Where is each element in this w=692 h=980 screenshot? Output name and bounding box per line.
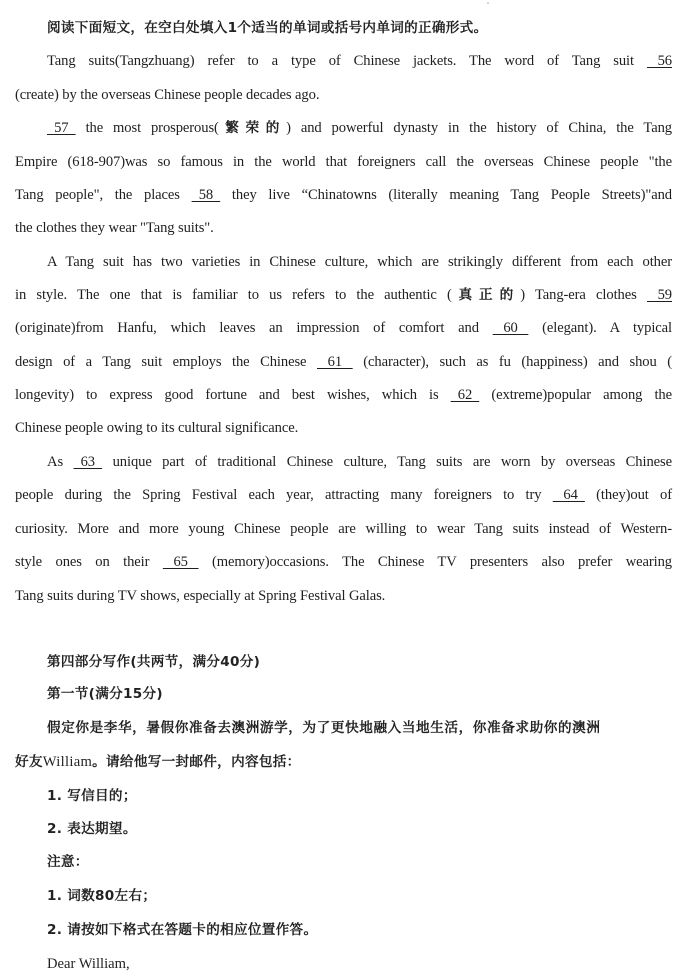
passage-p2-line1 — [47, 118, 672, 138]
requirement-1: 1. 写信目的； — [47, 788, 137, 804]
text: the most prosperous( — [85, 120, 219, 136]
text: (elegant). A typical — [542, 320, 672, 336]
text: in style. The one that is familiar to us refers to the authentic ( — [15, 287, 452, 303]
blank-62[interactable]: 62 — [450, 387, 480, 403]
blank-63[interactable]: 63 — [73, 454, 103, 470]
text: unique part of traditional Chinese culture, Tang suits are worn by overseas Chinese — [112, 454, 672, 470]
passage-p3-line1: A Tang suit has two varieties in Chinese culture, which are strikingly different from each other — [47, 254, 672, 270]
writing-prompt-line1: 假定你是李华，暑假你准备去澳洲游学，为了更快地融入当地生活，你准备求助你的澳洲 — [47, 720, 601, 736]
passage-p2-line4: the clothes they wear "Tang suits". — [15, 220, 214, 236]
passage-p4-line2 — [15, 485, 672, 505]
text: style ones on their — [15, 554, 150, 570]
text: they live “Chinatowns (literally meaning Tang People Streets)"and — [231, 187, 672, 203]
passage-p3-line6: Chinese people owing to its cultural significance. — [15, 420, 299, 436]
text: (memory)occasions. The Chinese TV presenters also prefer wearing — [211, 554, 672, 570]
blank-61[interactable]: 61 — [316, 354, 353, 370]
text: ) Tang-era clothes — [520, 287, 637, 303]
passage-p3-line4 — [15, 352, 672, 372]
writing-prompt-line2 — [15, 752, 301, 772]
note-2: 2. 请按如下格式在答题卡的相应位置作答。 — [47, 922, 318, 938]
blank-64[interactable]: 64 — [552, 487, 585, 503]
note-1: 1. 词数80左右； — [47, 888, 157, 904]
passage-p4-line4 — [15, 552, 672, 572]
text: 。请给他写一封邮件，内容包括： — [92, 754, 301, 770]
text: ) and powerful dynasty in the history of China, the Tang — [286, 120, 672, 136]
passage-p4-line1 — [47, 452, 672, 472]
text: As — [47, 454, 64, 470]
gloss-zhenzheng: 真正的 — [451, 287, 521, 303]
gloss-fanrong: 繁荣的 — [218, 120, 287, 136]
passage-p2-line2: Empire (618-907)was so famous in the world that foreigners call the overseas Chinese people "the — [15, 154, 672, 170]
passage-p4-line5: Tang suits during TV shows, especially at Spring Festival Galas. — [15, 588, 386, 604]
text: design of a Tang suit employs the Chinese — [15, 354, 307, 370]
letter-salutation: Dear William, — [47, 956, 130, 972]
text: Tang people", the places — [15, 187, 180, 203]
scan-artifact — [487, 2, 489, 4]
passage-p3-line2 — [15, 285, 672, 305]
blank-65[interactable]: 65 — [162, 554, 199, 570]
text: 好友 — [15, 754, 43, 770]
passage-p2-line3 — [15, 185, 672, 205]
note-label: 注意： — [47, 854, 89, 870]
text: (they)out of — [596, 487, 672, 503]
text: longevity) to express good fortune and best wishes, which is — [15, 387, 439, 403]
text: William — [42, 754, 93, 770]
text: (extreme)popular among the — [491, 387, 672, 403]
passage-p1-line1 — [47, 51, 672, 71]
blank-57[interactable]: 57 — [47, 120, 76, 136]
passage-p3-line5 — [15, 385, 672, 405]
passage-p1-line2: (create) by the overseas Chinese people decades ago. — [15, 87, 320, 103]
blank-59[interactable]: 59 — [646, 287, 672, 303]
writing-section-title: 第一节(满分15分) — [47, 686, 163, 702]
text: (originate)from Hanfu, which leaves an impression of comfort and — [15, 320, 479, 336]
writing-part-title: 第四部分写作(共两节，满分40分) — [47, 654, 261, 670]
passage-p4-line3: curiosity. More and more young Chinese people are willing to wear Tang suits instead of Western- — [15, 521, 672, 537]
blank-56[interactable]: 56 — [646, 53, 672, 69]
blank-60[interactable]: 60 — [492, 320, 529, 336]
requirement-2: 2. 表达期望。 — [47, 821, 137, 837]
text: Tang suits(Tangzhuang) refer to a type of Chinese jackets. The word of Tang suit — [47, 53, 634, 69]
text: people during the Spring Festival each year, attracting many foreigners to try — [15, 487, 542, 503]
blank-58[interactable]: 58 — [191, 187, 221, 203]
instruction-heading: 阅读下面短文，在空白处填入1个适当的单词或括号内单词的正确形式。 — [47, 20, 488, 36]
passage-p3-line3 — [15, 318, 672, 338]
text: (character), such as fu (happiness) and shou ( — [363, 354, 672, 370]
